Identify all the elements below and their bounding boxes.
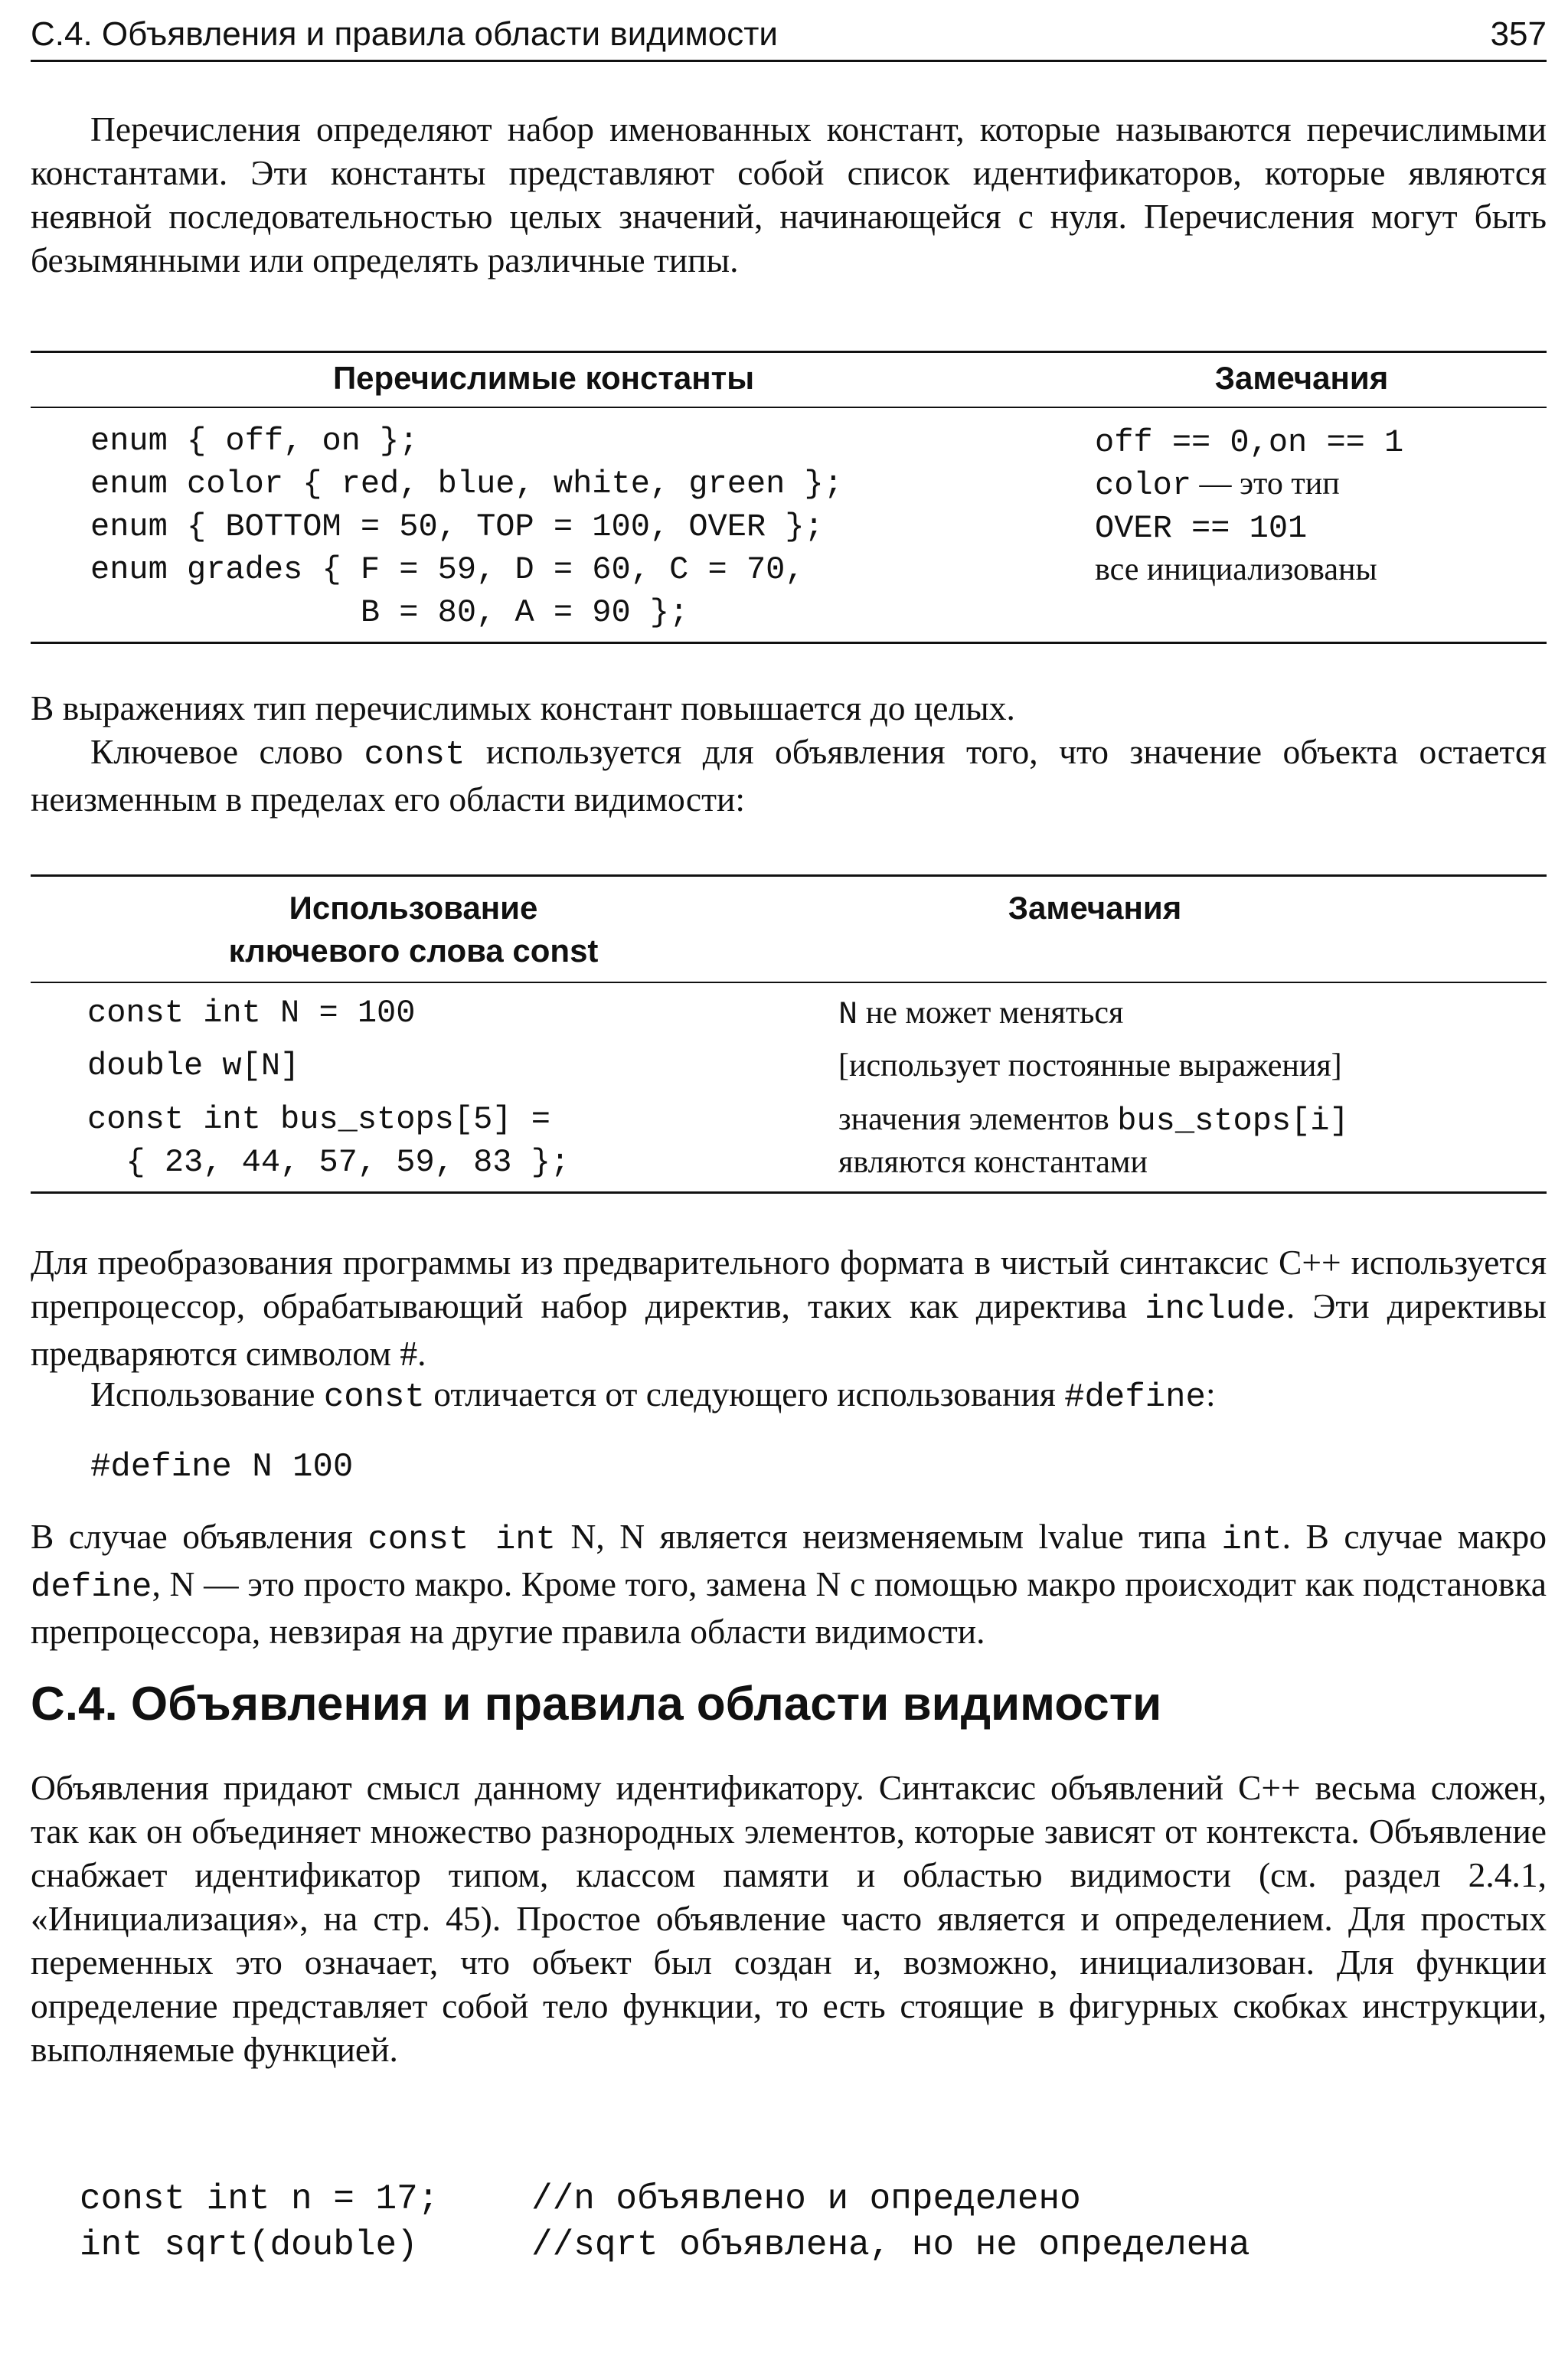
table-rule-header (31, 982, 1547, 983)
enum-code-line: enum { off, on }; (90, 423, 419, 459)
const-table-header-notes: Замечания (1008, 890, 1182, 926)
running-header-title: С.4. Объявления и правила области видимости (31, 15, 778, 53)
const-note: N не может меняться (838, 995, 1124, 1033)
const-note: являются константами (838, 1145, 1148, 1180)
section-heading: С.4. Объявления и правила области видимости (31, 1678, 1162, 1730)
enum-note: off == 0,on == 1 (1095, 424, 1404, 461)
lvalue-paragraph: В случае объявления const int N, N является неизменяемым lvalue типа int. В случае макро define, N — это просто макро. Кроме того, замена N с помощью макро происходит как подстановка препроцессора, невзирая на другие правила области видимости. (31, 1517, 1547, 1651)
const-code-line: { 23, 44, 57, 59, 83 }; (87, 1144, 570, 1181)
const-note: значения элементов bus_stops[i] (838, 1102, 1349, 1139)
const-code-line: double w[N] (87, 1047, 300, 1084)
const-table-header-usage-1: Использование (289, 890, 538, 926)
running-header (31, 11, 1547, 58)
enum-code-line: B = 80, A = 90 }; (90, 594, 689, 631)
const-table-header-usage-2: ключевого слова const (228, 933, 599, 969)
const-code-line: const int bus_stops[5] = (87, 1101, 550, 1138)
preprocessor-paragraph: Для преобразования программы из предварительного формата в чистый синтаксис С++ используется препроцессор, обрабатывающий набор директив, таких как директива include. Эти директивы предваряются символом #. (31, 1243, 1547, 1373)
enum-note: все инициализованы (1095, 552, 1377, 587)
const-paragraph: Ключевое слово const используется для объявления того, что значение объекта остается неизменным в пределах его области видимости: (31, 732, 1547, 819)
const-note: [использует постоянные выражения] (838, 1048, 1342, 1083)
define-intro-paragraph: Использование const отличается от следующего использования #define: (90, 1374, 1216, 1417)
table-rule-top (31, 874, 1547, 877)
code-example-line: const int n = 17; (80, 2179, 439, 2219)
header-rule (31, 60, 1547, 62)
enum-note: color — это тип (1095, 466, 1340, 504)
code-example-comment: //sqrt объявлена, но не определена (531, 2225, 1250, 2265)
intro-paragraph: Перечисления определяют набор именованных констант, которые называются перечислимыми константами. Эти константы представляют собой список идентификаторов, которые являются неявной последовательностью целых значений, начинающейся с нуля. Перечисления могут быть безымянными или определять различные типы. (31, 109, 1547, 279)
table-rule-bottom (31, 642, 1547, 644)
page-number: 357 (1490, 15, 1547, 53)
enum-code-line: enum grades { F = 59, D = 60, C = 70, (90, 551, 805, 588)
const-code-line: const int N = 100 (87, 995, 416, 1031)
enum-code-line: enum color { red, blue, white, green }; (90, 466, 843, 502)
code-example-line: int sqrt(double) (80, 2225, 418, 2265)
enum-table-header-notes: Замечания (1214, 360, 1389, 396)
enum-code-line: enum { BOTTOM = 50, TOP = 100, OVER }; (90, 508, 824, 545)
table-rule-header (31, 407, 1547, 408)
enum-note: OVER == 101 (1095, 510, 1308, 547)
section-body-paragraph: Объявления придают смысл данному идентификатору. Синтаксис объявлений С++ весьма сложен, так как он объединяет множество разнородных элементов, которые зависят от контекста. Объявление снабжает идентификатор типом, классом памяти и областью видимости (см. раздел 2.4.1, «Инициализация», на стр. 45). Простое объявление часто является и определением. Для простых переменных это означает, что объект был создан и, возможно, инициализован. Для функции определение представляет собой тело функции, то есть стоящие в фигурных скобках инструкции, выполняемые функцией. (31, 1768, 1547, 2069)
enum-table-header-constants: Перечислимые константы (332, 360, 755, 396)
define-code: #define N 100 (90, 1448, 354, 1486)
promote-paragraph: В выражениях тип перечислимых констант повышается до целых. (31, 688, 1015, 727)
code-example-comment: //n объявлено и определено (531, 2179, 1081, 2219)
table-rule-bottom (31, 1191, 1547, 1194)
table-rule-top (31, 351, 1547, 353)
